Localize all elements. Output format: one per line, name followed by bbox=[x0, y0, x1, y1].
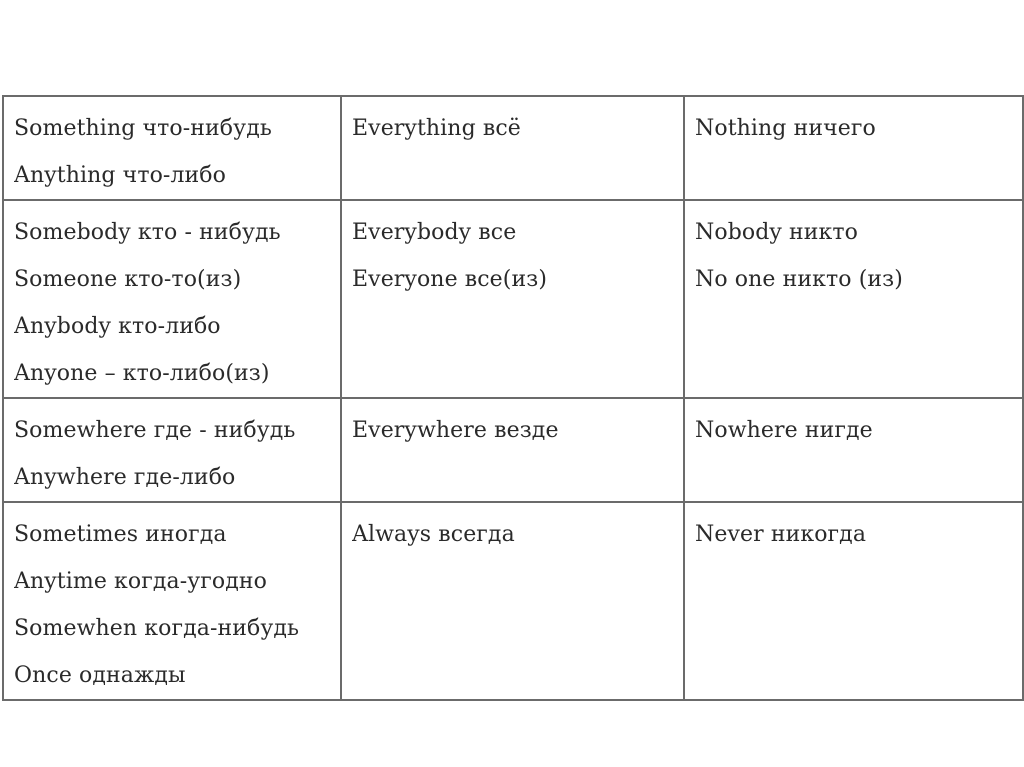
table-row bbox=[3, 398, 1023, 502]
table-cell-no bbox=[684, 96, 1023, 200]
cell-line: Everything всё bbox=[352, 116, 521, 141]
cell-line: Anybody кто-либо bbox=[14, 314, 221, 339]
cell-line: Somewhere где - нибудь bbox=[14, 418, 296, 443]
cell-line: Anything что-либо bbox=[14, 163, 226, 188]
cell-line: Nothing ничего bbox=[695, 116, 876, 141]
table-cell-some bbox=[3, 200, 341, 398]
cell-line: No one никто (из) bbox=[695, 267, 903, 292]
cell-line: Someone кто-то(из) bbox=[14, 267, 242, 292]
cell-line: Something что-нибудь bbox=[14, 116, 272, 141]
pronoun-table bbox=[2, 95, 1024, 701]
table-cell-every bbox=[341, 96, 684, 200]
cell-line: Nowhere нигде bbox=[695, 418, 873, 443]
table-cell-no bbox=[684, 502, 1023, 700]
table-cell-every bbox=[341, 200, 684, 398]
cell-line: Nobody никто bbox=[695, 220, 859, 245]
cell-line: Anytime когда-угодно bbox=[14, 569, 268, 594]
table-cell-some bbox=[3, 398, 341, 502]
cell-line: Somebody кто - нибудь bbox=[14, 220, 281, 245]
table-cell-every bbox=[341, 502, 684, 700]
cell-line: Always всегда bbox=[352, 522, 515, 547]
table-cell-every bbox=[341, 398, 684, 502]
cell-line: Everywhere везде bbox=[352, 418, 559, 443]
cell-line: Sometimes иногда bbox=[14, 522, 227, 547]
table-cell-some bbox=[3, 502, 341, 700]
cell-line: Once однажды bbox=[14, 663, 186, 688]
table-cell-some bbox=[3, 96, 341, 200]
table-row bbox=[3, 502, 1023, 700]
cell-line: Never никогда bbox=[695, 522, 867, 547]
cell-line: Anyone – кто-либо(из) bbox=[14, 361, 270, 386]
table-row bbox=[3, 96, 1023, 200]
cell-line: Everybody все bbox=[352, 220, 517, 245]
table-cell-no bbox=[684, 398, 1023, 502]
table-row bbox=[3, 200, 1023, 398]
table-cell-no bbox=[684, 200, 1023, 398]
cell-line: Somewhen когда-нибудь bbox=[14, 616, 300, 641]
cell-line: Anywhere где-либо bbox=[14, 465, 236, 490]
cell-line: Everyone все(из) bbox=[352, 267, 548, 292]
